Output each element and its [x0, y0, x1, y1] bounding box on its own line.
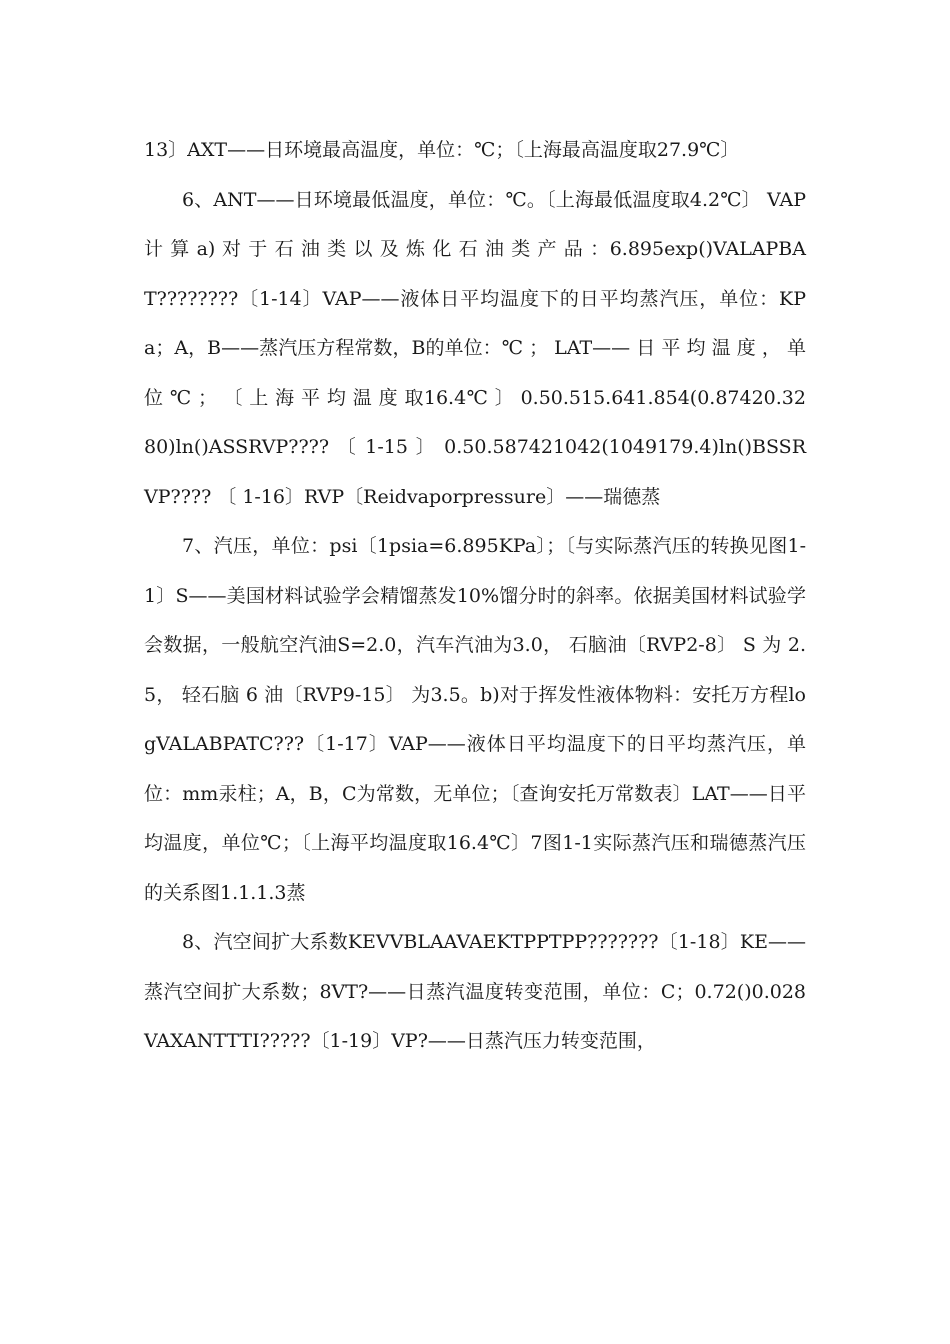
paragraph-vapor-space-expansion: 8、汽空间扩大系数KEVVBLAAVAEKTPPTPP???????〔1-18〕KE——蒸汽空间扩大系数；8VT?——日蒸汽温度转变范围，单位：C；0.72()0.028VAXANTTTI?????〔1-19〕VP?——日蒸汽压力转变范围， [144, 931, 806, 1052]
paragraph-vap-calculation: 6、ANT——日环境最低温度，单位：℃。〔上海最低温度取4.2℃〕 VAP 计 算 a) 对 于 石 油 类 以 及 炼 化 石 油 类 产 品 ：6.895exp()VALAPBAT????????〔1-14〕VAP——液体日平均温度下的日平均蒸汽压，单位：KPa；A，B——蒸汽压方程常数，B的单位：℃ ； LAT—— 日 平 均 温 度 ， 单 位 ℃ ； 〔 上 海 平 均 温 度 取16.4℃ 〕 0.50.515.641.854(0.87420.3280)ln()ASSRVP???? 〔 1-15 〕 0.50.587421042(1049179.4)ln()BSSRVP???? 〔 1-16〕RVP〔Reidvaporpressure〕——瑞德蒸 [144, 188, 806, 508]
paragraph-rvp-antoine: 7、汽压，单位：psi〔1psia=6.895KPa〕；〔与实际蒸汽压的转换见图1-1〕S——美国材料试验学会精馏蒸发10%馏分时的斜率。依据美国材料试验学会数据，一般航空汽油S=2.0，汽车汽油为3.0， 石脑油〔RVP2-8〕 S 为 2.5， 轻石脑 6 油〔RVP9-15〕 为3.5。b)对于挥发性液体物料：安托万方程logVALABPATC???〔1-17〕VAP——液体日平均温度下的日平均蒸汽压，单位：mm汞柱；A，B，C为常数，无单位；〔查询安托万常数表〕LAT——日平均温度，单位℃；〔上海平均温度取16.4℃〕7图1-1实际蒸汽压和瑞德蒸汽压的关系图1.1.1.3蒸 [144, 535, 806, 904]
paragraph-axt-definition: 13〕AXT——日环境最高温度，单位：℃；〔上海最高温度取27.9℃〕 [144, 139, 740, 161]
document-body [144, 126, 806, 1067]
